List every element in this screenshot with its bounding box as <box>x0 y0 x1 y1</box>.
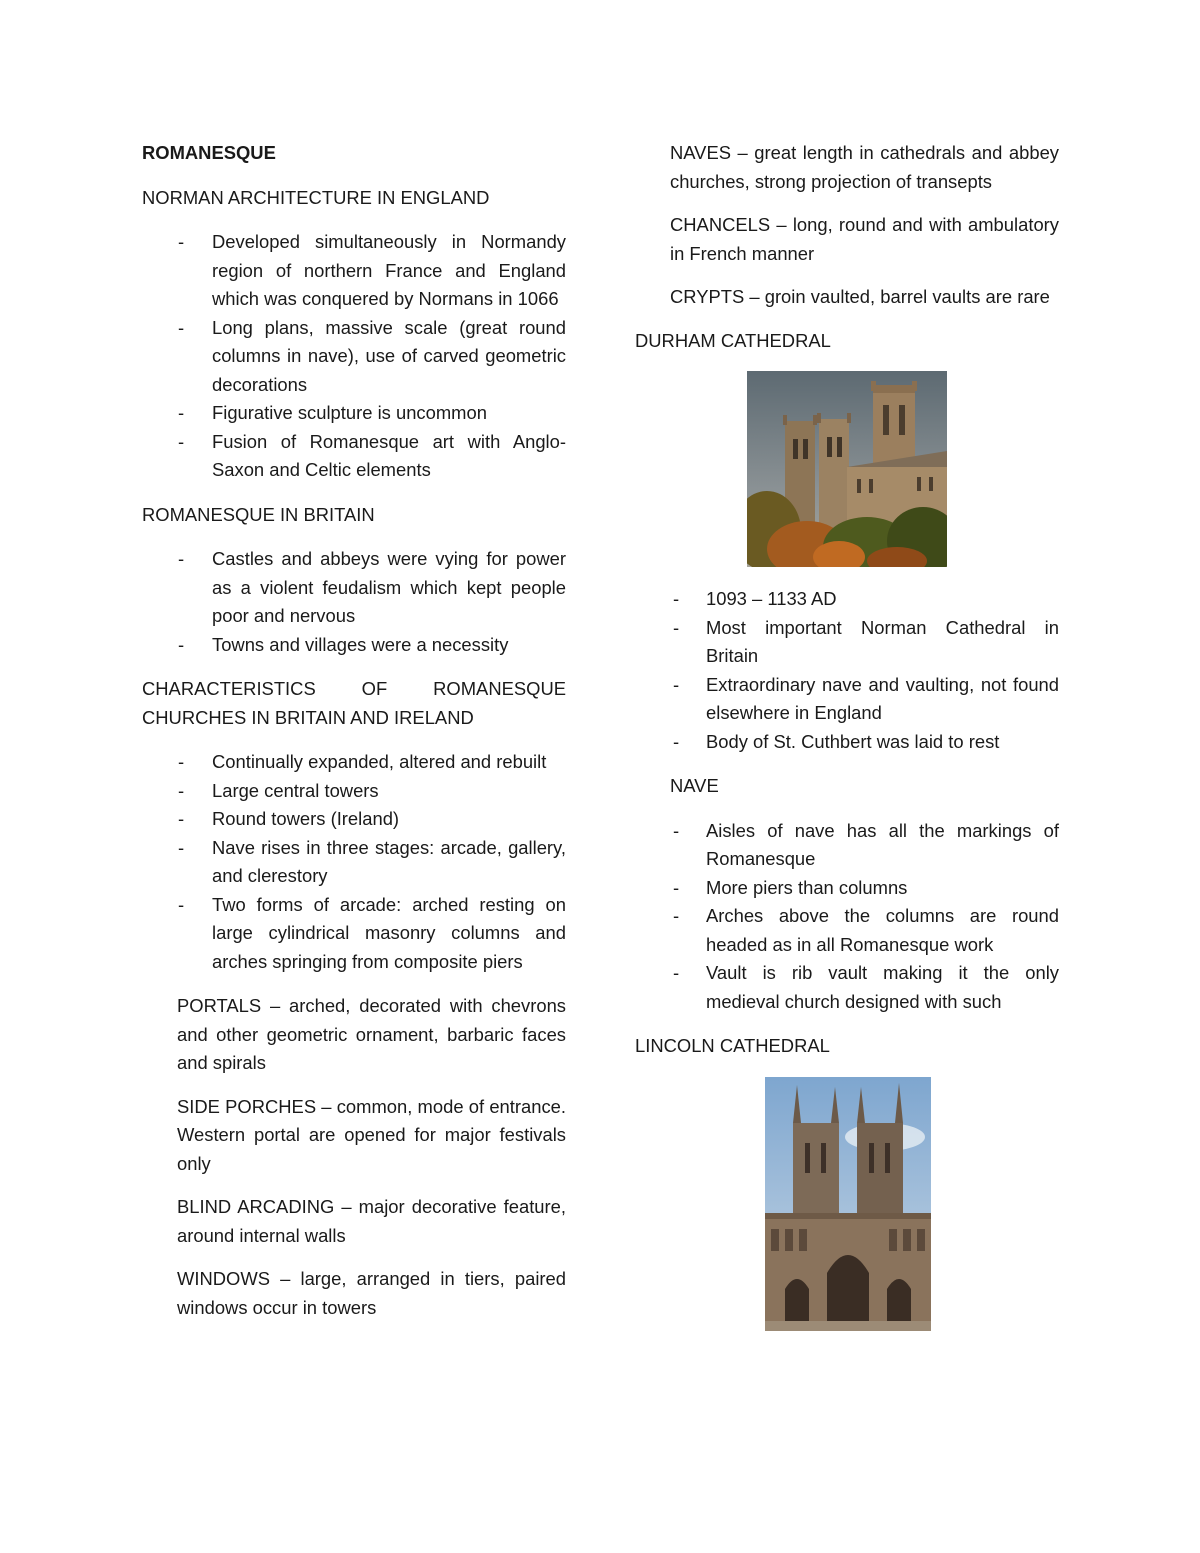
lincoln-cathedral-photo <box>765 1077 931 1331</box>
portals-paragraph: PORTALS – arched, decorated with chevrons and other geometric ornament, barbaric faces and spirals <box>177 995 566 1073</box>
list-item: - Extraordinary nave and vaulting, not found elsewhere in England <box>635 671 1059 728</box>
document-title: ROMANESQUE <box>142 142 276 163</box>
durham-list <box>635 585 1059 756</box>
nave-list <box>635 817 1059 1017</box>
list-item: - Continually expanded, altered and rebuilt <box>142 748 566 777</box>
right-column <box>635 139 1059 1331</box>
nave-heading: NAVE <box>670 775 719 796</box>
list-item: - 1093 – 1133 AD <box>635 585 1059 614</box>
durham-heading: DURHAM CATHEDRAL <box>635 329 831 351</box>
characteristics-list <box>142 748 566 976</box>
list-item: - Two forms of arcade: arched resting on large cylindrical masonry columns and arches springing from composite piers <box>142 891 566 977</box>
windows-paragraph: WINDOWS – large, arranged in tiers, paired windows occur in towers <box>177 1268 566 1318</box>
britain-heading: ROMANESQUE IN BRITAIN <box>142 503 375 525</box>
list-item: - Castles and abbeys were vying for power as a violent feudalism which kept people poor and nervous <box>142 545 566 631</box>
characteristics-heading: CHARACTERISTICS OF ROMANESQUE CHURCHES IN BRITAIN AND IRELAND <box>142 678 566 728</box>
list-item: - Figurative sculpture is uncommon <box>142 399 566 428</box>
crypts-paragraph: CRYPTS – groin vaulted, barrel vaults are rare <box>670 286 1050 307</box>
naves-paragraph: NAVES – great length in cathedrals and abbey churches, strong projection of transepts <box>670 142 1059 192</box>
durham-cathedral-photo <box>747 371 947 567</box>
list-item: - Long plans, massive scale (great round columns in nave), use of carved geometric decorations <box>142 314 566 400</box>
britain-list <box>142 545 566 659</box>
list-item: - Body of St. Cuthbert was laid to rest <box>635 728 1059 757</box>
norman-heading: NORMAN ARCHITECTURE IN ENGLAND <box>142 186 490 208</box>
norman-list <box>142 228 566 485</box>
list-item: - Round towers (Ireland) <box>142 805 566 834</box>
list-item: - Towns and villages were a necessity <box>142 631 566 660</box>
list-item: - Most important Norman Cathedral in Britain <box>635 614 1059 671</box>
chancels-paragraph: CHANCELS – long, round and with ambulatory in French manner <box>670 214 1059 264</box>
list-item: - Fusion of Romanesque art with Anglo-Saxon and Celtic elements <box>142 428 566 485</box>
blind-arcading-paragraph: BLIND ARCADING – major decorative feature, around internal walls <box>177 1196 566 1246</box>
list-item: - Arches above the columns are round headed as in all Romanesque work <box>635 902 1059 959</box>
list-item: - More piers than columns <box>635 874 1059 903</box>
list-item: - Developed simultaneously in Normandy region of northern France and England which was conquered by Normans in 1066 <box>142 228 566 314</box>
left-column <box>142 139 566 1337</box>
list-item: - Aisles of nave has all the markings of Romanesque <box>635 817 1059 874</box>
list-item: - Vault is rib vault making it the only medieval church designed with such <box>635 959 1059 1016</box>
list-item: - Large central towers <box>142 777 566 806</box>
list-item: - Nave rises in three stages: arcade, gallery, and clerestory <box>142 834 566 891</box>
lincoln-heading: LINCOLN CATHEDRAL <box>635 1035 830 1056</box>
side-porches-paragraph: SIDE PORCHES – common, mode of entrance. Western portal are opened for major festivals only <box>177 1095 566 1174</box>
